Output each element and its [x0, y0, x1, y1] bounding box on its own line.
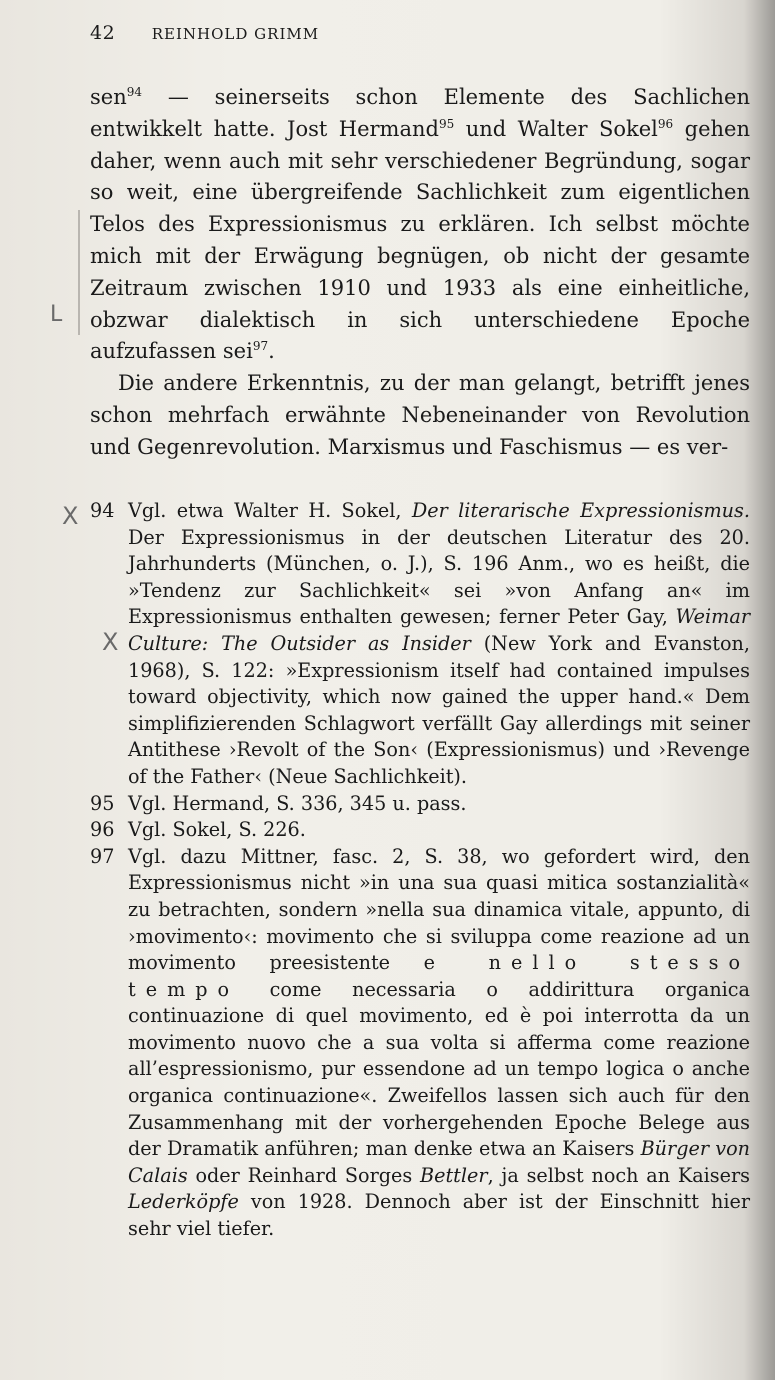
running-head — [90, 22, 319, 44]
paragraph-1: sen$^{94}$ — seinerseits schon Elemente des Sachlichen entwikkelt hatte. Jost Hermand$^{95}$ und Walter Sokel$^{96}$ gehen daher, wenn auch mit sehr verschiedener Begründung, sogar so weit, eine übergreifende Sachlichkeit zum eigentlichen Telos des Expressionismus zu erklären. Ich selbst möchte mich mit der Erwägung begnügen, ob nicht der gesamte Zeitraum zwischen 1910 und 1933 als eine einheitliche, obzwar dialektisch in sich unterschiedene Epoche aufzufassen sei$^{97}$. — [90, 85, 750, 364]
footnote-ref-97[interactable]: 97 — [252, 339, 269, 354]
footnote-ref-94[interactable]: 94 — [126, 85, 143, 99]
book-title: Weimar Culture: The Outsider as Insider — [128, 605, 750, 655]
spaced-emphasis: e nello stesso tempo — [128, 951, 751, 1001]
footnote-number: 95 — [90, 791, 115, 815]
pencil-bracket-mark: L — [50, 302, 63, 327]
paragraph-2: Die andere Erkenntnis, zu der man gelangt, betrifft jenes schon mehrfach erwähnte Nebeneinander von Revolution und Gegenrevolution. Marxismus und Faschismus — es ver- — [90, 371, 750, 459]
footnote-95: 95 Vgl. Hermand, S. 336, 345 u. pass. — [90, 791, 750, 818]
footnotes — [90, 498, 750, 1243]
footnote-97: 97 Vgl. dazu Mittner, fasc. 2, S. 38, wo gefordert wird, den Expressionismus nicht »in una sua quasi mitica sostanzialità« zu betrachten, sondern »nella sua dinamica vitale, appunto, di ›movimento‹: movimento che si sviluppa come reazione ad un movimento preesistente e nello stesso tempo come necessaria o addirittura organica continuazione di quel movimento, ed è poi interrotta da un movimento nuovo che a sua volta si afferma come reazione all’espressionismo, pur essendone ad un tempo logica o anche organica continuazione«. Zweifellos lassen sich auch für den Zusammenhang mit der vorhergehenden Epoche Belege aus der Dramatik anführen; man denke etwa an Kaisers Bürger von Calais oder Reinhard Sorges Bettler, ja selbst noch an Kaisers Lederköpfe von 1928. Dennoch aber ist der Einschnitt hier sehr viel tiefer. — [90, 844, 751, 1241]
author-name: REINHOLD GRIMM — [151, 25, 320, 43]
footnote-number: 96 — [90, 818, 115, 842]
footnote-ref-95[interactable]: 95 — [438, 116, 455, 131]
footnote-96: 96 Vgl. Sokel, S. 226. — [90, 817, 750, 844]
pencil-cross-mark-94: X — [62, 502, 79, 530]
pencil-cross-mark-culture: X — [102, 628, 119, 656]
footnote-94: 94 Vgl. etwa Walter H. Sokel, Der literarische Expressionismus. Der Expressionismus in der deutschen Literatur des 20. Jahrhunderts (München, o. J.), S. 196 Anm., wo es heißt, die »Tendenz zur Sachlichkeit« sei »von Anfang an« im Expressionismus enthalten gewesen; ferner Peter Gay, Weimar Culture: The Outsider as Insider (New York and Evanston, 1968), S. 122: »Expressionism itself had contained impulses toward objectivity, which now gained the upper hand.« Dem simplifizierenden Schlagwort verfällt Gay allerdings mit seiner Antithese ›Revolt of the Son‹ (Expressionismus) und ›Revenge of the Father‹ (Neue Sachlichkeit). — [90, 499, 750, 788]
work-title: Bettler — [420, 1163, 488, 1187]
main-text — [90, 82, 750, 464]
footnote-number: 97 — [90, 844, 115, 868]
book-title: Der literarische Expressionismus. — [411, 499, 750, 522]
footnote-ref-96[interactable]: 96 — [657, 116, 674, 131]
page-number: 42 — [90, 22, 116, 44]
work-title: Lederköpfe — [128, 1190, 239, 1214]
footnote-number: 94 — [90, 499, 115, 522]
work-title: Bürger von Calais — [128, 1137, 751, 1187]
pencil-margin-line — [78, 210, 80, 335]
